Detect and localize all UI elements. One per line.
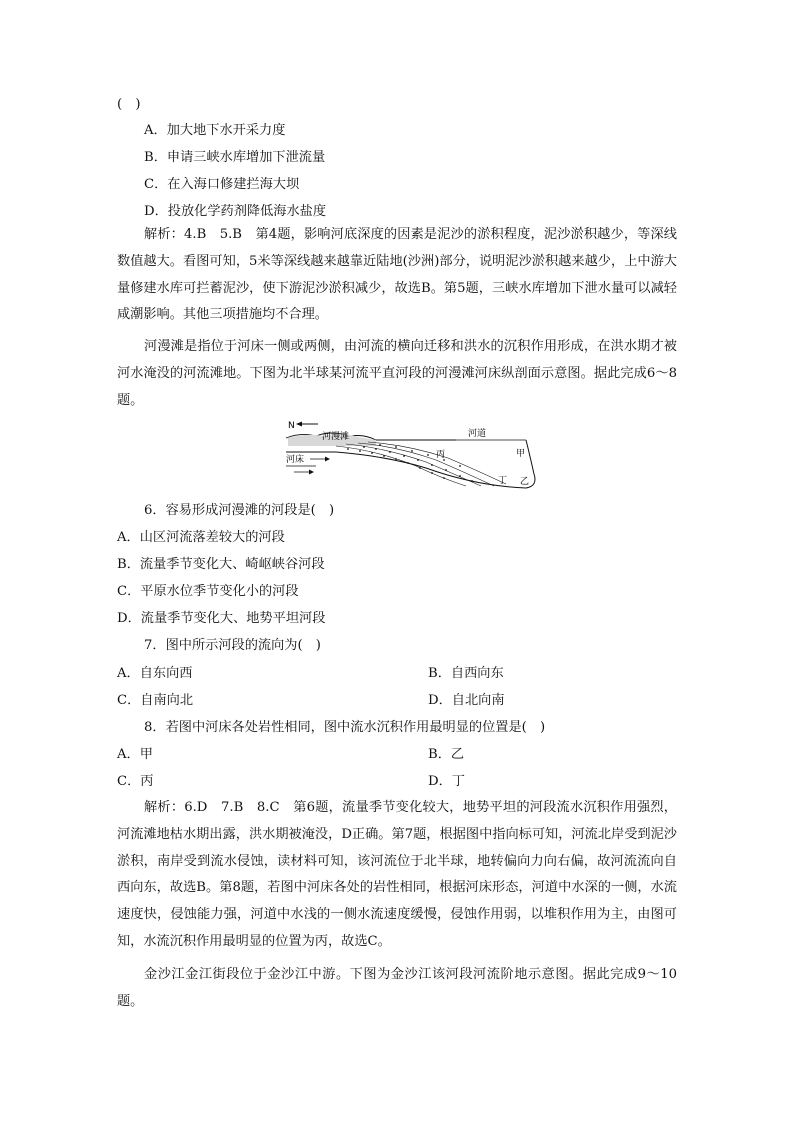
q7-option-d: D．自北向南 xyxy=(428,693,505,708)
q6-stem: 6．容易形成河漫滩的河段是( ) xyxy=(144,503,335,518)
sediment-layers xyxy=(336,442,506,486)
north-arrow-head xyxy=(296,422,302,427)
q6-option-a: A．山区河流落差较大的河段 xyxy=(117,530,285,545)
analysis-4-5-text: 解析：4.B 5.B 第4题，影响河底深度的因素是泥沙的淤积程度，泥沙淤积越少，等深线数值越大。看图可知，5米等深线越来越靠近陆地(沙洲)部分，说明泥沙淤积越来越少，上中游大量修建水库可拦蓄泥沙，使下游泥沙淤积减少，故选B。第5题，三峡水库增加下泄水量可以减轻咸潮影响。其他三项措施均不合理。 xyxy=(117,227,677,323)
q5-stem-end: ( ) xyxy=(117,97,141,112)
q5-option-d: D．投放化学药剂降低海水盐度 xyxy=(144,204,327,219)
q6-option-d: D．流量季节变化大、地势平坦河段 xyxy=(117,611,326,626)
q5-option-c: C．在入海口修建拦海大坝 xyxy=(144,177,300,192)
analysis-6-8 xyxy=(117,795,677,956)
bed-arrow-1-head xyxy=(325,457,330,462)
sediment-dots xyxy=(347,444,473,482)
channel-label: 河道 xyxy=(468,429,487,439)
q7-stem: 7．图中所示河段的流向为( ) xyxy=(144,638,321,653)
floodplain-label: 河漫滩 xyxy=(322,432,350,442)
intro-9-10 xyxy=(117,962,677,1016)
label-jia: 甲 xyxy=(516,449,526,459)
analysis-6-8-text: 解析：6.D 7.B 8.C 第6题，流量季节变化较大，地势平坦的河段流水沉积作用强烈，河流滩地枯水期出露，洪水期被淹没，D正确。第7题，根据图中指向标可知，河流北岸受到泥沙淤积，南岸受到流水侵蚀，读材料可知，该河流位于北半球，地转偏向力向右偏，故河流流向自西向东，故选B。第8题，若图中河床各处的岩性相同，根据河床形态，河道中水深的一侧，水流速度快，侵蚀能力强，河道中水浅的一侧水流速度缓慢，侵蚀作用弱，以堆积作用为主，由图可知，水流沉积作用最明显的位置为丙，故选C。 xyxy=(117,800,677,949)
q8-option-a: A．甲 xyxy=(117,747,153,762)
analysis-4-5 xyxy=(117,222,677,329)
label-ding: 丁 xyxy=(498,476,508,486)
intro-6-8 xyxy=(117,334,677,414)
q6-option-c: C．平原水位季节变化小的河段 xyxy=(117,584,299,599)
intro-9-10-text: 金沙江金江街段位于金沙江中游。下图为金沙江该河段河流阶地示意图。据此完成9～10题。 xyxy=(117,967,677,1009)
label-yi: 乙 xyxy=(520,477,530,487)
q8-option-d: D．丁 xyxy=(428,774,465,789)
q5-option-a: A．加大地下水开采力度 xyxy=(144,123,286,138)
q8-stem: 8．若图中河床各处岩性相同，图中流水沉积作用最明显的位置是( ) xyxy=(144,720,546,735)
q6-option-b: B．流量季节变化大、崎岖峡谷河段 xyxy=(117,557,325,572)
label-bing: 丙 xyxy=(436,450,446,460)
north-label: N xyxy=(288,421,295,431)
intro-6-8-text: 河漫滩是指位于河床一侧或两侧，由河流的横向迁移和洪水的沉积作用形成，在洪水期才被河水淹没的河流滩地。下图为北半球某河流平直河段的河漫滩河床纵剖面示意图。据此完成6～8题。 xyxy=(117,339,677,408)
q7-option-b: B．自西向东 xyxy=(428,666,504,681)
q5-option-b: B．申请三峡水库增加下泄流量 xyxy=(144,150,326,165)
q8-option-b: B．乙 xyxy=(428,747,465,762)
q8-option-c: C．丙 xyxy=(117,774,154,789)
river-bed-label: 河床 xyxy=(286,455,305,465)
q7-option-a: A．自东向西 xyxy=(117,666,193,681)
q7-option-c: C．自南向北 xyxy=(117,693,194,708)
bed-arrow-2-head xyxy=(309,470,314,475)
floodplain-diagram xyxy=(276,416,548,494)
